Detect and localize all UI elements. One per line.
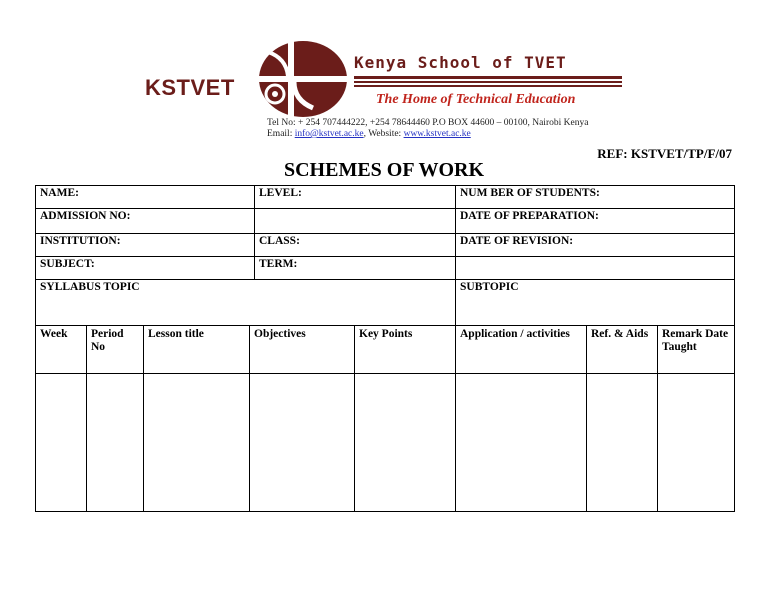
cell-week[interactable] [36, 374, 87, 512]
col-header-ref-aids: Ref. & Aids [587, 326, 658, 374]
website-label: , Website: [363, 129, 402, 139]
admission-no-field[interactable]: ADMISSION NO: [36, 209, 255, 234]
col-header-remark: Remark Date Taught [658, 326, 735, 374]
cell-application[interactable] [456, 374, 587, 512]
class-field[interactable]: CLASS: [255, 234, 456, 257]
date-revision-field[interactable]: DATE OF REVISION: [456, 234, 735, 257]
tagline: The Home of Technical Education [376, 92, 576, 107]
col-header-lesson-title: Lesson title [144, 326, 250, 374]
document-ref: REF: KSTVET/TP/F/07 [597, 146, 732, 161]
email-link[interactable]: info@kstvet.ac.ke [294, 129, 364, 139]
divider-stripe [354, 76, 622, 79]
col-header-week: Week [36, 326, 87, 374]
school-name: Kenya School of TVET [354, 53, 567, 72]
col-header-key-points: Key Points [355, 326, 456, 374]
divider-stripe [354, 85, 622, 87]
col-header-period: Period No [87, 326, 144, 374]
col-header-application: Application / activities [456, 326, 587, 374]
contact-email-web [267, 129, 588, 140]
subtopic-field[interactable]: SUBTOPIC [456, 280, 735, 326]
lesson-plan-grid [35, 325, 735, 512]
level-field[interactable]: LEVEL: [255, 186, 456, 209]
contact-info [267, 118, 588, 140]
page-title: SCHEMES OF WORK [283, 159, 485, 181]
cell-lesson-title[interactable] [144, 374, 250, 512]
num-students-field[interactable]: NUM BER OF STUDENTS: [456, 186, 735, 209]
email-label: Email: [267, 129, 293, 139]
blank-field[interactable] [255, 209, 456, 234]
logo-wordmark: KSTVET [145, 75, 235, 100]
institution-field[interactable]: INSTITUTION: [36, 234, 255, 257]
scheme-details-form [35, 185, 735, 326]
grid-header-row [36, 326, 735, 374]
syllabus-topic-field[interactable]: SYLLABUS TOPIC [36, 280, 456, 326]
cell-period[interactable] [87, 374, 144, 512]
table-row [36, 374, 735, 512]
contact-phone-address: Tel No: + 254 707444222, +254 78644460 P.O BOX 44600 – 00100, Nairobi Kenya [267, 118, 589, 128]
col-header-objectives: Objectives [250, 326, 355, 374]
divider-stripe [354, 81, 622, 83]
name-field[interactable]: NAME: [36, 186, 255, 209]
letterhead [0, 0, 768, 145]
blank-field[interactable] [456, 257, 735, 280]
term-field[interactable]: TERM: [255, 257, 456, 280]
subject-field[interactable]: SUBJECT: [36, 257, 255, 280]
cell-ref-aids[interactable] [587, 374, 658, 512]
kstvet-emblem-icon [258, 40, 348, 118]
cell-objectives[interactable] [250, 374, 355, 512]
website-link[interactable]: www.kstvet.ac.ke [403, 129, 471, 139]
cell-key-points[interactable] [355, 374, 456, 512]
cell-remark[interactable] [658, 374, 735, 512]
date-prep-field[interactable]: DATE OF PREPARATION: [456, 209, 735, 234]
